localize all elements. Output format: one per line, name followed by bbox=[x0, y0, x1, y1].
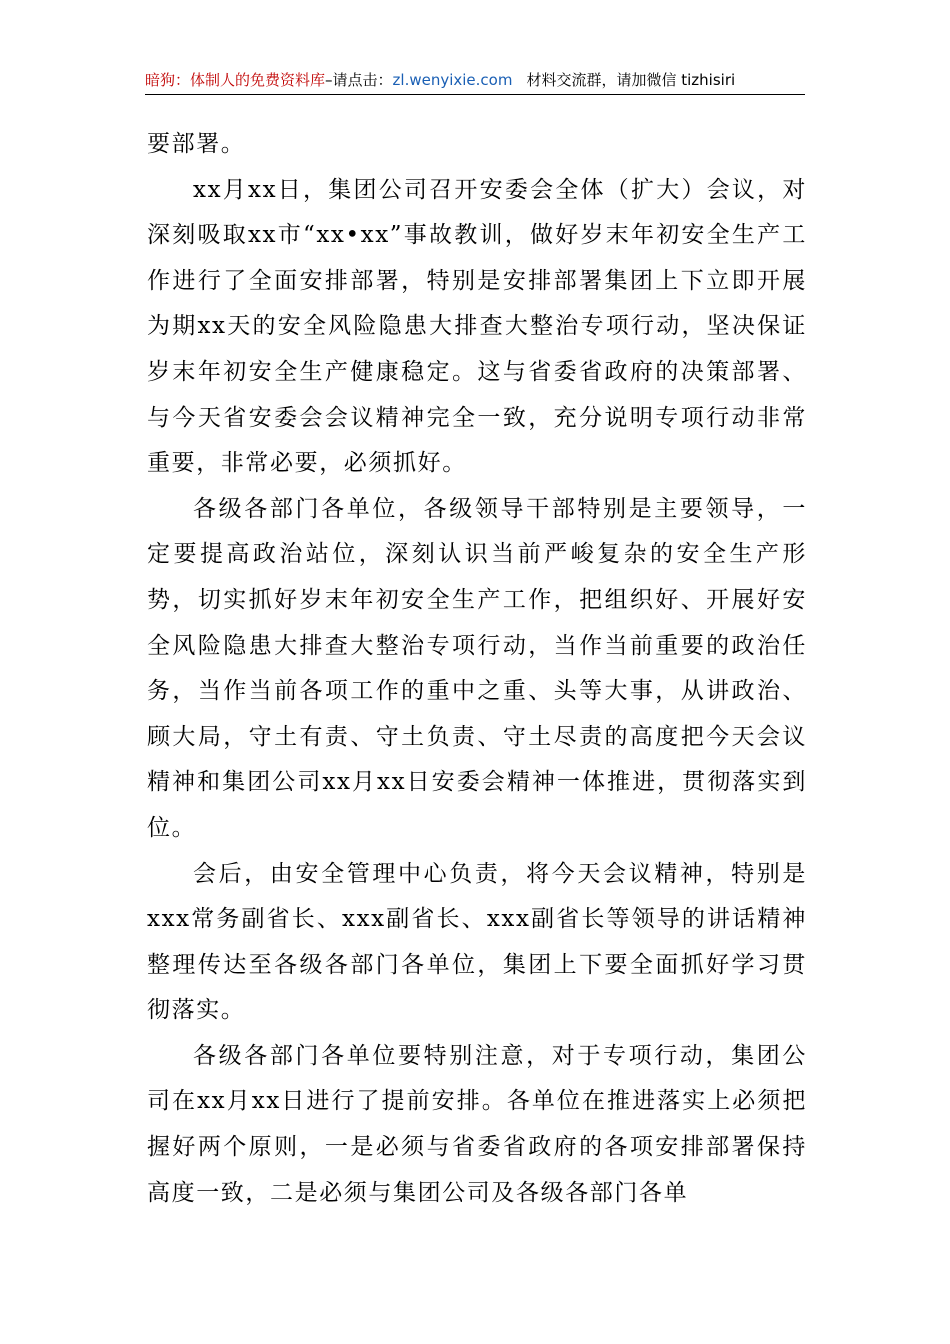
paragraph: xx月xx日，集团公司召开安委会全体（扩大）会议，对深刻吸取xx市“xx•xx”事故教训，做好岁末年初安全生产工作进行了全面安排部署，特别是安排部署集团上下立即开展为期xx天的安全风险隐患大排查大整治专项行动，坚决保证岁末年初安全生产健康稳定。这与省委省政府的决策部署、与今天省安委会会议精神完全一致，充分说明专项行动非常重要，非常必要，必须抓好。 bbox=[147, 176, 807, 477]
paragraph-continuation: 要部署。 bbox=[147, 131, 246, 157]
paragraph: 会后，由安全管理中心负责，将今天会议精神，特别是xxx常务副省长、xxx副省长、xxx副省长等领导的讲话精神整理传达至各级各部门各单位，集团上下要全面抓好学习贯彻落实。 bbox=[147, 860, 807, 1024]
header-click-prefix: –请点击： bbox=[325, 71, 393, 89]
header-url-link[interactable]: zl.wenyixie.com bbox=[392, 71, 513, 89]
header-wechat-text: 材料交流群，请加微信 tizhisiri bbox=[526, 71, 736, 89]
header-ad-text: 暗狗：体制人的免费资料库 bbox=[145, 71, 326, 89]
document-body bbox=[147, 122, 807, 1216]
paragraph: 各级各部门各单位，各级领导干部特别是主要领导，一定要提高政治站位，深刻认识当前严峻复杂的安全生产形势，切实抓好岁末年初安全生产工作，把组织好、开展好安全风险隐患大排查大整治专项行动，当作当前重要的政治任务，当作当前各项工作的重中之重、头等大事，从讲政治、顾大局，守土有责、守土负责、守土尽责的高度把今天会议精神和集团公司xx月xx日安委会精神一体推进，贯彻落实到位。 bbox=[147, 495, 807, 841]
page-header bbox=[145, 66, 805, 95]
paragraph: 各级各部门各单位要特别注意，对于专项行动，集团公司在xx月xx日进行了提前安排。各单位在推进落实上必须把握好两个原则，一是必须与省委省政府的各项安排部署保持高度一致，二是必须与集团公司及各级各部门各单 bbox=[147, 1042, 807, 1206]
